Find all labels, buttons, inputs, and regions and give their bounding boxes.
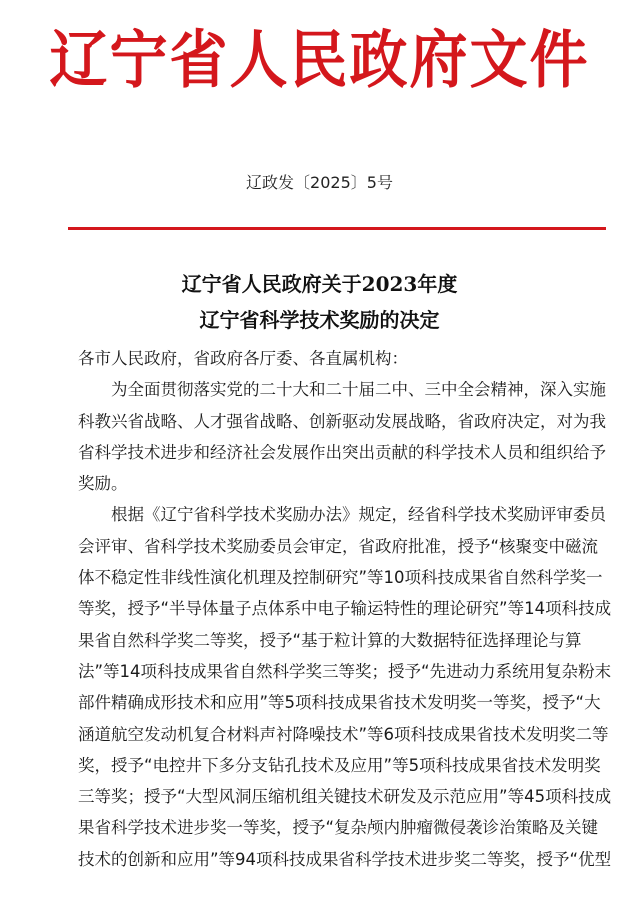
- body-paragraph-1: 为全面贯彻落实党的二十大和二十届二中、三中全会精神，深入实施科教兴省战略、人才强省战略、创新驱动发展战略，省政府决定，对为我省科学技术进步和经济社会发展作出突出贡献的科学技术人员和组织给予奖励。: [78, 380, 606, 494]
- title-line-2: 辽宁省科学技术奖励的决定: [199, 308, 440, 332]
- document-masthead: 辽宁省人民政府文件: [49, 23, 590, 97]
- salutation: 各市人民政府，省政府各厅委、各直属机构：: [78, 349, 408, 368]
- document-body: [78, 343, 612, 875]
- red-separator-rule: [68, 227, 606, 230]
- document-number: 辽政发〔2025〕5号: [246, 173, 393, 192]
- document-title: [0, 266, 639, 338]
- title-line-1: 辽宁省人民政府关于2023年度: [181, 272, 458, 296]
- body-paragraph-2: 根据《辽宁省科学技术奖励办法》规定，经省科学技术奖励评审委员会评审、省科学技术奖励委员会审定，省政府批准，授予“核聚变中磁流体不稳定性非线性演化机理及控制研究”等10项科技成果省自然科学奖一等奖，授予“半导体量子点体系中电子输运特性的理论研究”等14项科技成果省自然科学奖二等奖，授予“基于粒计算的大数据特征选择理论与算法”等14项科技成果省自然科学奖三等奖；授予“先进动力系统用复杂粉末部件精确成形技术和应用”等5项科技成果省技术发明奖一等奖，授予“大涵道航空发动机复合材料声衬降噪技术”等6项科技成果省技术发明奖二等奖，授予“电控井下多分支钻孔技术及应用”等5项科技成果省技术发明奖三等奖；授予“大型风洞压缩机组关键技术研发及示范应用”等45项科技成果省科学技术进步奖一等奖，授予“复杂颅内肿瘤微侵袭诊治策略及关键技术的创新和应用”等94项科技成果省科学技术进步奖二等奖，授予“优型: [78, 505, 612, 869]
